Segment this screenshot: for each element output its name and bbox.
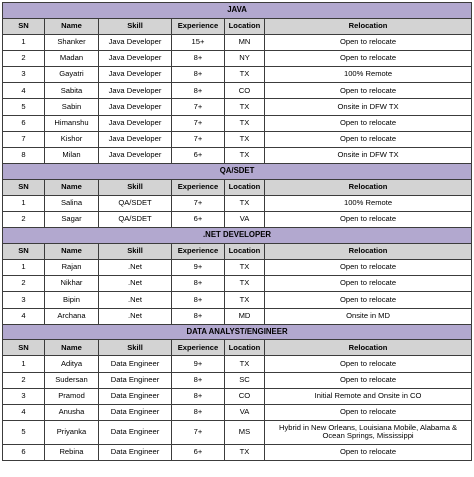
sn-cell: 3 — [3, 67, 45, 83]
name-cell: Archana — [45, 308, 99, 324]
relocation-cell: Open to relocate — [265, 131, 472, 147]
experience-header: Experience — [172, 179, 225, 195]
experience-cell: 7+ — [172, 421, 225, 445]
name-cell: Aditya — [45, 356, 99, 372]
skill-cell: QA/SDET — [99, 212, 172, 228]
name-cell: Nikhar — [45, 276, 99, 292]
table-row — [3, 292, 472, 308]
sn-cell: 1 — [3, 356, 45, 372]
experience-cell: 6+ — [172, 148, 225, 164]
skill-cell: Data Engineer — [99, 444, 172, 460]
location-cell: TX — [225, 444, 265, 460]
name-cell: Rebina — [45, 444, 99, 460]
relocation-cell: Open to relocate — [265, 356, 472, 372]
sn-cell: 1 — [3, 34, 45, 50]
section-title: .NET DEVELOPER — [3, 228, 472, 244]
section-title: JAVA — [3, 3, 472, 19]
relocation-cell: Open to relocate — [265, 404, 472, 420]
name-cell: Sagar — [45, 212, 99, 228]
table-row — [3, 34, 472, 50]
sn-header: SN — [3, 243, 45, 259]
experience-cell: 7+ — [172, 131, 225, 147]
location-cell: TX — [225, 195, 265, 211]
sn-cell: 8 — [3, 148, 45, 164]
sn-cell: 6 — [3, 115, 45, 131]
table-row — [3, 195, 472, 211]
skill-cell: Java Developer — [99, 99, 172, 115]
skill-header: Skill — [99, 18, 172, 34]
name-cell: Anusha — [45, 404, 99, 420]
location-cell: TX — [225, 115, 265, 131]
table-row — [3, 404, 472, 420]
name-cell: Milan — [45, 148, 99, 164]
relocation-cell: Open to relocate — [265, 259, 472, 275]
sn-cell: 2 — [3, 50, 45, 66]
skill-cell: Data Engineer — [99, 356, 172, 372]
name-cell: Pramod — [45, 388, 99, 404]
skill-cell: Java Developer — [99, 83, 172, 99]
skill-cell: Data Engineer — [99, 421, 172, 445]
relocation-cell: Onsite in DFW TX — [265, 148, 472, 164]
table-row — [3, 115, 472, 131]
name-cell: Sabin — [45, 99, 99, 115]
location-cell: SC — [225, 372, 265, 388]
location-cell: TX — [225, 259, 265, 275]
skill-cell: .Net — [99, 259, 172, 275]
skill-cell: Data Engineer — [99, 404, 172, 420]
name-cell: Gayatri — [45, 67, 99, 83]
experience-cell: 8+ — [172, 292, 225, 308]
relocation-header: Relocation — [265, 179, 472, 195]
sn-cell: 6 — [3, 444, 45, 460]
sn-cell: 4 — [3, 83, 45, 99]
sn-cell: 2 — [3, 212, 45, 228]
section-header — [3, 324, 472, 340]
sn-cell: 5 — [3, 421, 45, 445]
skill-header: Skill — [99, 179, 172, 195]
skill-header: Skill — [99, 340, 172, 356]
skill-cell: Data Engineer — [99, 388, 172, 404]
experience-cell: 9+ — [172, 259, 225, 275]
experience-cell: 8+ — [172, 372, 225, 388]
skill-cell: Java Developer — [99, 131, 172, 147]
table-row — [3, 372, 472, 388]
sn-cell: 5 — [3, 99, 45, 115]
column-header-row — [3, 243, 472, 259]
location-header: Location — [225, 243, 265, 259]
location-cell: CO — [225, 388, 265, 404]
skill-cell: .Net — [99, 276, 172, 292]
location-header: Location — [225, 179, 265, 195]
name-cell: Sudersan — [45, 372, 99, 388]
section-title: DATA ANALYST/ENGINEER — [3, 324, 472, 340]
skill-cell: .Net — [99, 292, 172, 308]
relocation-cell: Open to relocate — [265, 276, 472, 292]
sn-header: SN — [3, 340, 45, 356]
relocation-cell: Open to relocate — [265, 83, 472, 99]
skill-cell: .Net — [99, 308, 172, 324]
sn-cell: 7 — [3, 131, 45, 147]
section-header — [3, 3, 472, 19]
name-cell: Shanker — [45, 34, 99, 50]
relocation-cell: Initial Remote and Onsite in CO — [265, 388, 472, 404]
location-cell: TX — [225, 99, 265, 115]
experience-cell: 8+ — [172, 276, 225, 292]
sn-cell: 1 — [3, 195, 45, 211]
experience-header: Experience — [172, 243, 225, 259]
location-header: Location — [225, 18, 265, 34]
experience-cell: 9+ — [172, 356, 225, 372]
candidate-table — [2, 2, 472, 461]
experience-header: Experience — [172, 18, 225, 34]
skill-cell: Java Developer — [99, 34, 172, 50]
table-row — [3, 276, 472, 292]
column-header-row — [3, 18, 472, 34]
section-title: QA/SDET — [3, 164, 472, 180]
sn-cell: 2 — [3, 276, 45, 292]
experience-cell: 8+ — [172, 388, 225, 404]
experience-cell: 8+ — [172, 83, 225, 99]
relocation-header: Relocation — [265, 18, 472, 34]
location-cell: TX — [225, 148, 265, 164]
name-header: Name — [45, 340, 99, 356]
location-cell: TX — [225, 292, 265, 308]
sn-cell: 4 — [3, 308, 45, 324]
sn-cell: 3 — [3, 388, 45, 404]
experience-cell: 7+ — [172, 115, 225, 131]
skill-cell: QA/SDET — [99, 195, 172, 211]
location-cell: MD — [225, 308, 265, 324]
skill-cell: Java Developer — [99, 50, 172, 66]
skill-cell: Data Engineer — [99, 372, 172, 388]
table-row — [3, 356, 472, 372]
location-cell: VA — [225, 404, 265, 420]
table-row — [3, 50, 472, 66]
relocation-cell: Open to relocate — [265, 444, 472, 460]
name-cell: Priyanka — [45, 421, 99, 445]
location-cell: TX — [225, 276, 265, 292]
name-header: Name — [45, 179, 99, 195]
name-cell: Salina — [45, 195, 99, 211]
location-cell: MN — [225, 34, 265, 50]
table-row — [3, 421, 472, 445]
table-row — [3, 67, 472, 83]
table-row — [3, 83, 472, 99]
relocation-cell: Onsite in MD — [265, 308, 472, 324]
relocation-cell: Open to relocate — [265, 50, 472, 66]
location-cell: TX — [225, 67, 265, 83]
table-row — [3, 388, 472, 404]
section-header — [3, 228, 472, 244]
experience-cell: 6+ — [172, 444, 225, 460]
sn-cell: 4 — [3, 404, 45, 420]
location-cell: VA — [225, 212, 265, 228]
name-cell: Bipin — [45, 292, 99, 308]
name-cell: Himanshu — [45, 115, 99, 131]
experience-cell: 8+ — [172, 67, 225, 83]
experience-cell: 7+ — [172, 195, 225, 211]
relocation-cell: Open to relocate — [265, 372, 472, 388]
experience-cell: 7+ — [172, 99, 225, 115]
relocation-cell: 100% Remote — [265, 67, 472, 83]
location-cell: TX — [225, 131, 265, 147]
relocation-header: Relocation — [265, 340, 472, 356]
table-row — [3, 99, 472, 115]
name-cell: Rajan — [45, 259, 99, 275]
name-cell: Sabita — [45, 83, 99, 99]
skill-header: Skill — [99, 243, 172, 259]
sn-cell: 1 — [3, 259, 45, 275]
name-header: Name — [45, 243, 99, 259]
location-cell: CO — [225, 83, 265, 99]
sn-cell: 2 — [3, 372, 45, 388]
table-row — [3, 308, 472, 324]
sn-header: SN — [3, 179, 45, 195]
column-header-row — [3, 179, 472, 195]
experience-header: Experience — [172, 340, 225, 356]
skill-cell: Java Developer — [99, 115, 172, 131]
relocation-cell: Open to relocate — [265, 34, 472, 50]
table-row — [3, 259, 472, 275]
sn-header: SN — [3, 18, 45, 34]
experience-cell: 15+ — [172, 34, 225, 50]
experience-cell: 8+ — [172, 404, 225, 420]
location-cell: NY — [225, 50, 265, 66]
table-row — [3, 148, 472, 164]
table-row — [3, 131, 472, 147]
skill-cell: Java Developer — [99, 148, 172, 164]
skill-cell: Java Developer — [99, 67, 172, 83]
sn-cell: 3 — [3, 292, 45, 308]
location-cell: TX — [225, 356, 265, 372]
relocation-cell: 100% Remote — [265, 195, 472, 211]
relocation-cell: Onsite in DFW TX — [265, 99, 472, 115]
name-cell: Kishor — [45, 131, 99, 147]
column-header-row — [3, 340, 472, 356]
name-cell: Madan — [45, 50, 99, 66]
experience-cell: 8+ — [172, 50, 225, 66]
location-header: Location — [225, 340, 265, 356]
name-header: Name — [45, 18, 99, 34]
relocation-cell: Open to relocate — [265, 212, 472, 228]
location-cell: MS — [225, 421, 265, 445]
table-row — [3, 212, 472, 228]
relocation-cell: Open to relocate — [265, 115, 472, 131]
experience-cell: 8+ — [172, 308, 225, 324]
relocation-cell: Open to relocate — [265, 292, 472, 308]
relocation-cell: Hybrid in New Orleans, Louisiana Mobile, Alabama & Ocean Springs, Mississippi — [265, 421, 472, 445]
table-row — [3, 444, 472, 460]
experience-cell: 6+ — [172, 212, 225, 228]
section-header — [3, 164, 472, 180]
relocation-header: Relocation — [265, 243, 472, 259]
